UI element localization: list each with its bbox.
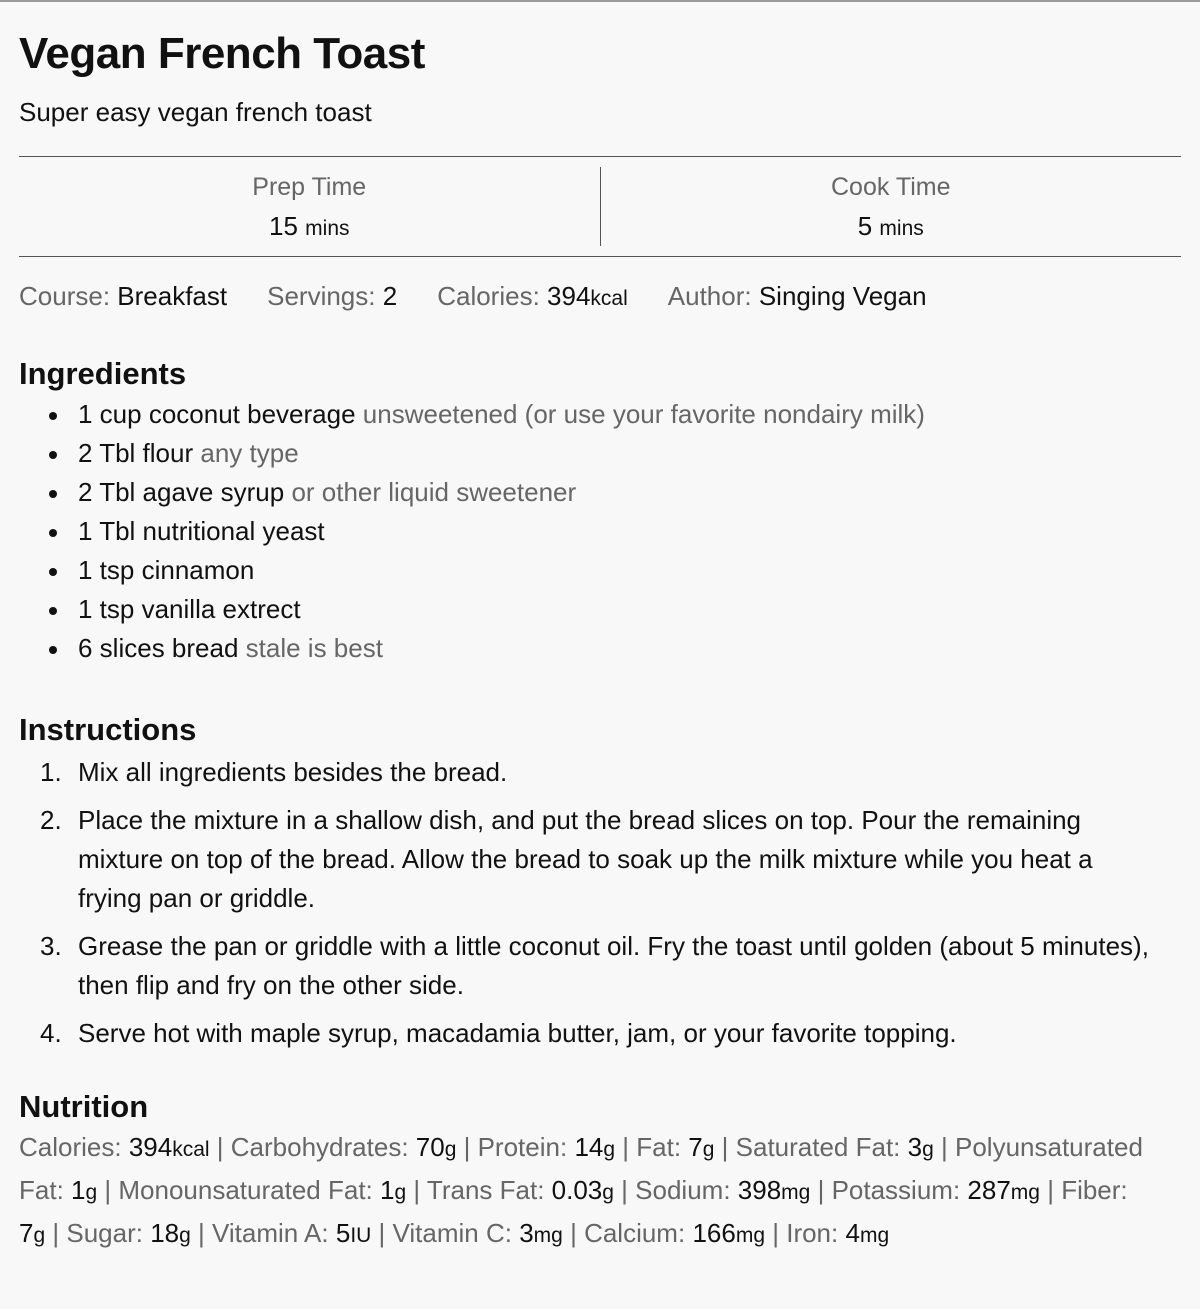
prep-time-number: 15 bbox=[269, 211, 298, 241]
nutrition-unit: g bbox=[602, 1181, 614, 1204]
step-number: 4. bbox=[40, 1018, 62, 1048]
nutrition-separator: | bbox=[190, 1218, 213, 1248]
ingredient-item bbox=[19, 551, 1181, 590]
ingredient-item bbox=[19, 512, 1181, 551]
servings-meta bbox=[267, 279, 397, 316]
instruction-step bbox=[19, 753, 1181, 792]
ingredient-text: 1 Tbl nutritional yeast bbox=[78, 516, 325, 546]
nutrition-value: 18 bbox=[150, 1218, 180, 1248]
nutrition-unit: g bbox=[603, 1138, 616, 1161]
nutrition-separator: | bbox=[765, 1218, 787, 1248]
nutrition-separator: | bbox=[810, 1175, 832, 1205]
nutrition-separator: | bbox=[406, 1175, 427, 1205]
recipe-card bbox=[0, 28, 1200, 1256]
recipe-summary: Super easy vegan french toast bbox=[19, 97, 372, 127]
step-number: 1. bbox=[40, 757, 62, 787]
recipe-meta bbox=[19, 279, 1181, 316]
nutrition-item bbox=[736, 1132, 934, 1162]
nutrition-label: Trans Fat: bbox=[426, 1175, 545, 1205]
nutrition-label: Potassium: bbox=[831, 1175, 961, 1205]
nutrition-separator: | bbox=[562, 1218, 585, 1248]
ingredient-item bbox=[19, 434, 1181, 473]
nutrition-label: Saturated Fat: bbox=[735, 1132, 901, 1162]
nutrition-value: 1 bbox=[380, 1175, 395, 1205]
nutrition-unit: g bbox=[85, 1181, 98, 1204]
ingredient-item bbox=[19, 473, 1181, 512]
nutrition-label: Carbohydrates: bbox=[230, 1132, 409, 1162]
nutrition-unit: g bbox=[702, 1138, 715, 1161]
nutrition-value: 1 bbox=[71, 1175, 86, 1205]
nutrition-item bbox=[427, 1175, 614, 1205]
nutrition-item bbox=[636, 1132, 714, 1162]
nutrition-facts bbox=[19, 1127, 1181, 1256]
nutrition-item bbox=[118, 1175, 406, 1205]
nutrition-value: 7 bbox=[19, 1218, 34, 1248]
author-label: Author: bbox=[667, 281, 752, 311]
nutrition-item bbox=[212, 1218, 371, 1248]
calories-unit: kcal bbox=[590, 287, 628, 310]
cook-time-value bbox=[858, 210, 924, 245]
recipe-title: Vegan French Toast bbox=[19, 29, 425, 78]
servings-value: 2 bbox=[382, 281, 398, 311]
nutrition-unit: mg bbox=[1010, 1181, 1040, 1204]
nutrition-label: Calcium: bbox=[584, 1218, 686, 1248]
nutrition-separator: | bbox=[209, 1132, 231, 1162]
nutrition-label: Sodium: bbox=[635, 1175, 731, 1205]
nutrition-unit: g bbox=[922, 1138, 934, 1161]
author-meta bbox=[668, 279, 927, 316]
calories-label: Calories: bbox=[437, 281, 540, 311]
nutrition-label: Monounsaturated Fat: bbox=[118, 1175, 373, 1205]
nutrition-separator: | bbox=[933, 1132, 955, 1162]
ingredient-text: 2 Tbl agave syrup bbox=[78, 477, 285, 507]
nutrition-unit: g bbox=[394, 1181, 407, 1204]
nutrition-unit: g bbox=[33, 1224, 46, 1247]
cook-time-label: Cook Time bbox=[831, 173, 951, 201]
nutrition-item bbox=[478, 1132, 615, 1162]
step-number: 3. bbox=[40, 931, 62, 961]
nutrition-separator: | bbox=[1039, 1175, 1062, 1205]
nutrition-separator: | bbox=[45, 1218, 67, 1248]
step-text: Mix all ingredients besides the bread. bbox=[78, 757, 508, 787]
prep-time-value bbox=[269, 210, 350, 245]
course-value: Breakfast bbox=[117, 281, 228, 311]
nutrition-value: 70 bbox=[415, 1132, 445, 1162]
nutrition-unit: g bbox=[444, 1138, 457, 1161]
nutrition-item bbox=[584, 1218, 765, 1248]
nutrition-label: Fiber: bbox=[1061, 1175, 1128, 1205]
recipe-times bbox=[19, 156, 1181, 257]
course-meta bbox=[19, 279, 227, 316]
ingredient-text: 1 tsp vanilla extrect bbox=[78, 594, 301, 624]
step-number: 2. bbox=[40, 805, 62, 835]
ingredient-note: stale is best bbox=[245, 633, 383, 663]
nutrition-label: Polyunsaturated Fat: bbox=[19, 1132, 1143, 1205]
ingredient-note: any type bbox=[200, 438, 299, 468]
nutrition-value: 0.03 bbox=[551, 1175, 603, 1205]
nutrition-separator: | bbox=[613, 1175, 636, 1205]
step-text: Place the mixture in a shallow dish, and put the bread slices on top. Pour the remaining mixture on top of the bread. Allow the bread to soak up the milk mixture while you heat a frying pan or griddle. bbox=[78, 805, 1093, 913]
nutrition-item bbox=[832, 1175, 1040, 1205]
nutrition-value: 14 bbox=[574, 1132, 604, 1162]
nutrition-unit: mg bbox=[781, 1181, 811, 1204]
ingredient-item bbox=[19, 590, 1181, 629]
nutrition-value: 7 bbox=[688, 1132, 703, 1162]
nutrition-unit: mg bbox=[859, 1224, 890, 1247]
nutrition-label: Fat: bbox=[636, 1132, 682, 1162]
nutrition-unit: kcal bbox=[172, 1138, 210, 1161]
prep-time-label: Prep Time bbox=[252, 173, 367, 201]
nutrition-unit: mg bbox=[735, 1224, 766, 1247]
cook-time-unit: mins bbox=[879, 217, 924, 240]
instruction-step bbox=[19, 801, 1181, 918]
ingredient-item bbox=[19, 629, 1181, 668]
calories-meta bbox=[437, 279, 628, 316]
nutrition-separator: | bbox=[371, 1218, 393, 1248]
nutrition-label: Sugar: bbox=[66, 1218, 143, 1248]
nutrition-item bbox=[231, 1132, 457, 1162]
nutrition-label: Protein: bbox=[477, 1132, 568, 1162]
nutrition-unit: mg bbox=[533, 1224, 563, 1247]
nutrition-value: 3 bbox=[907, 1132, 923, 1162]
nutrition-item bbox=[393, 1218, 563, 1248]
ingredients-heading: Ingredients bbox=[19, 356, 187, 391]
author-value: Singing Vegan bbox=[758, 281, 927, 311]
ingredient-note: or other liquid sweetener bbox=[291, 477, 577, 507]
nutrition-label: Calories: bbox=[19, 1132, 122, 1162]
step-text: Serve hot with maple syrup, macadamia butter, jam, or your favorite topping. bbox=[78, 1018, 957, 1048]
cook-time bbox=[600, 167, 1182, 246]
nutrition-label: Iron: bbox=[786, 1218, 839, 1248]
ingredient-text: 1 cup coconut beverage bbox=[78, 399, 356, 429]
course-label: Course: bbox=[19, 281, 111, 311]
nutrition-label: Vitamin A: bbox=[212, 1218, 329, 1248]
nutrition-item bbox=[19, 1132, 210, 1162]
calories-value: 394 bbox=[547, 281, 591, 311]
prep-time bbox=[19, 157, 600, 256]
nutrition-heading: Nutrition bbox=[19, 1089, 149, 1124]
nutrition-separator: | bbox=[714, 1132, 736, 1162]
nutrition-unit: g bbox=[179, 1224, 191, 1247]
nutrition-value: 287 bbox=[967, 1175, 1011, 1205]
ingredient-item bbox=[19, 395, 1181, 434]
nutrition-unit: IU bbox=[350, 1224, 372, 1247]
ingredient-note: unsweetened (or use your favorite nondairy milk) bbox=[362, 399, 925, 429]
ingredient-text: 1 tsp cinnamon bbox=[78, 555, 255, 585]
nutrition-value: 166 bbox=[692, 1218, 736, 1248]
nutrition-separator: | bbox=[615, 1132, 637, 1162]
prep-time-unit: mins bbox=[305, 217, 350, 240]
nutrition-value: 5 bbox=[335, 1218, 351, 1248]
nutrition-label: Vitamin C: bbox=[392, 1218, 512, 1248]
instructions-list bbox=[19, 753, 1181, 1053]
ingredient-text: 6 slices bread bbox=[78, 633, 239, 663]
nutrition-item bbox=[66, 1218, 190, 1248]
instructions-heading: Instructions bbox=[19, 712, 197, 747]
step-text: Grease the pan or griddle with a little coconut oil. Fry the toast until golden (about 5 minutes), then flip and fry on the other side. bbox=[78, 931, 1149, 1000]
nutrition-value: 3 bbox=[519, 1218, 534, 1248]
nutrition-item bbox=[786, 1218, 889, 1248]
nutrition-value: 398 bbox=[737, 1175, 782, 1205]
ingredients-list bbox=[19, 395, 1181, 668]
nutrition-separator: | bbox=[97, 1175, 119, 1205]
nutrition-item bbox=[635, 1175, 810, 1205]
nutrition-value: 394 bbox=[128, 1132, 173, 1162]
instruction-step bbox=[19, 1014, 1181, 1053]
ingredient-text: 2 Tbl flour bbox=[78, 438, 194, 468]
nutrition-value: 4 bbox=[845, 1218, 860, 1248]
nutrition-separator: | bbox=[456, 1132, 478, 1162]
servings-label: Servings: bbox=[267, 281, 376, 311]
cook-time-number: 5 bbox=[857, 211, 873, 241]
instruction-step bbox=[19, 927, 1181, 1005]
